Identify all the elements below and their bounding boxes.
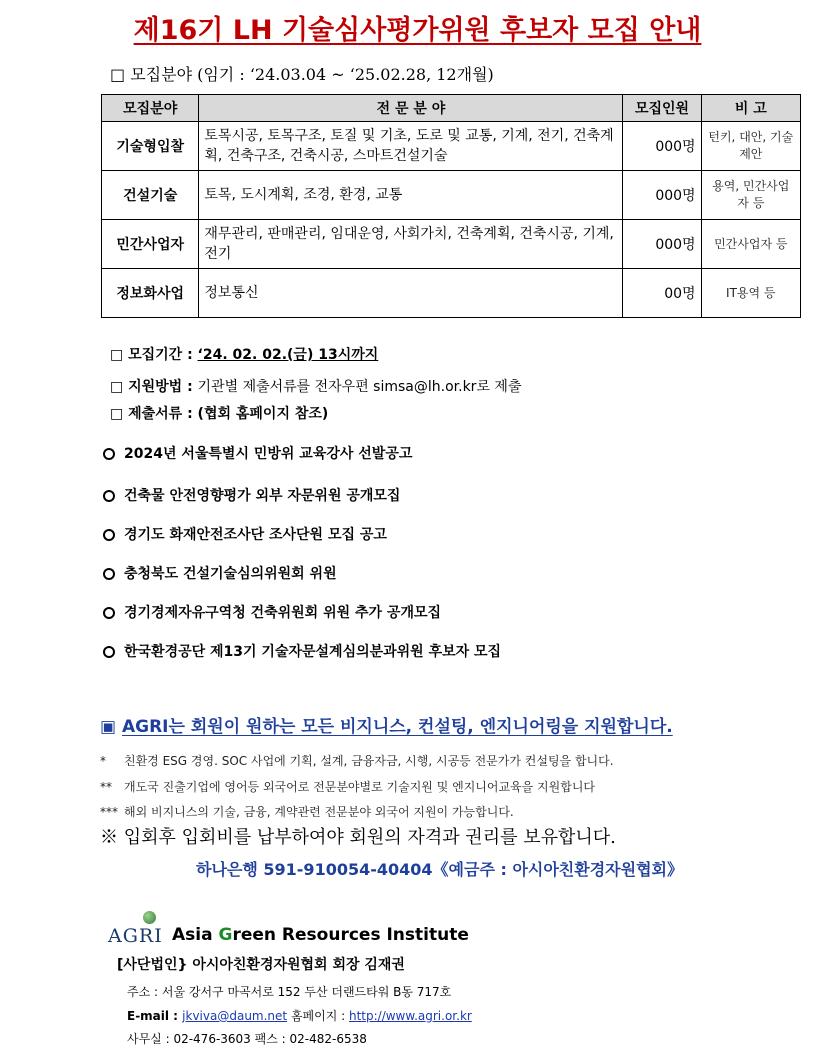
apply-method — [110, 376, 521, 396]
address: 주소 : 서울 강서구 마곡서로 152 두산 더랜드타워 B동 717호 — [127, 985, 452, 999]
table-row — [102, 122, 801, 171]
membership-notice: ※ 입회후 입회비를 납부하여야 회원의 자격과 권리를 보유합니다. — [100, 827, 616, 848]
row-count: 000명 — [623, 171, 701, 220]
agri-logo: AGRI — [108, 925, 163, 947]
bank-account: 하나은행 591-910054-40404《예금주 : 아시아친환경자원협회》 — [196, 860, 684, 879]
header-count: 모집인원 — [623, 95, 701, 122]
list-item[interactable]: 경기도 화재안전조사단 조사단원 모집 공고 — [103, 524, 387, 544]
page-title: 제16기 LH 기술심사평가위원 후보자 모집 안내 — [133, 15, 702, 46]
row-category: 민간사업자 — [102, 220, 199, 269]
agri-heading-text: AGRI는 회원이 원하는 모든 비지니스, 컨설팅, 엔지니어링을 지원합니다. — [121, 717, 673, 737]
globe-icon — [143, 911, 156, 924]
bullet-circle-icon — [103, 607, 115, 619]
contact-links: E-mail : jkviva@daum.net 홈페이지 : http://www.agri.or.kr — [127, 1009, 472, 1023]
list-item[interactable]: 경기경제자유구역청 건축위원회 위원 추가 공개모집 — [103, 602, 441, 622]
recruit-period-label: □ 모집기간 : — [110, 347, 193, 363]
org-name-kr: [사단법인} 아시아친환경자원협회 회장 김재권 — [117, 957, 405, 973]
bullet-circle-icon — [103, 568, 115, 580]
submit-docs-value: (협회 홈페이지 참조) — [197, 406, 329, 422]
bullet-circle-icon — [103, 448, 115, 460]
row-note: 민간사업자 등 — [701, 220, 800, 269]
submit-docs-label: □ 제출서류 : — [110, 406, 193, 422]
table-row — [102, 269, 801, 318]
row-fields: 토목, 도시계획, 조경, 환경, 교통 — [199, 171, 623, 220]
phone: 사무실 : 02-476-3603 팩스 : 02-482-6538 — [127, 1032, 367, 1046]
bullet-circle-icon — [103, 529, 115, 541]
header-note: 비 고 — [701, 95, 800, 122]
list-item[interactable]: 한국환경공단 제13기 기술자문설계심의분과위원 후보자 모집 — [103, 641, 501, 661]
org-name-en: Asia Green Resources Institute — [172, 925, 469, 945]
table-row — [102, 220, 801, 269]
row-count: 000명 — [623, 220, 701, 269]
submit-docs — [110, 403, 328, 423]
row-count: 00명 — [623, 269, 701, 318]
recruit-period-value: ‘24. 02. 02.(금) 13시까지 — [197, 347, 379, 363]
square-bullet-icon: ▣ — [100, 717, 117, 737]
row-category: 건설기술 — [102, 171, 199, 220]
row-note: 턴키, 대안, 기술제안 — [701, 122, 800, 171]
header-fields: 전 문 분 야 — [199, 95, 623, 122]
agri-heading — [100, 712, 673, 737]
header-category: 모집분야 — [102, 95, 199, 122]
list-item[interactable]: 충청북도 건설기술심의위원회 위원 — [103, 563, 337, 583]
list-item[interactable]: 2024년 서울특별시 민방위 교육강사 선발공고 — [103, 443, 412, 463]
table-row — [102, 171, 801, 220]
agri-note: ** 개도국 진출기업에 영어등 외국어로 전문분야별로 기술지원 및 엔지니어교육을 지원합니다 — [100, 780, 596, 794]
agri-note: * 친환경 ESG 경영. SOC 사업에 기획, 설계, 금융자금, 시행, 시공등 전문가가 컨설팅을 합니다. — [100, 754, 614, 768]
row-fields: 정보통신 — [199, 269, 623, 318]
recruitment-table — [101, 94, 801, 318]
row-note: IT용역 등 — [701, 269, 800, 318]
row-category: 기술형입찰 — [102, 122, 199, 171]
agri-note: *** 해외 비지니스의 기술, 금융, 계약관련 전문분야 외국어 지원이 가능합니다. — [100, 805, 514, 819]
table-header-row — [102, 95, 801, 122]
row-fields: 토목시공, 토목구조, 토질 및 기초, 도로 및 교통, 기계, 전기, 건축계획, 건축구조, 건축시공, 스마트건설기술 — [199, 122, 623, 171]
apply-method-label: □ 지원방법 : — [110, 379, 193, 395]
row-count: 000명 — [623, 122, 701, 171]
apply-method-value: 기관별 제출서류를 전자우편 simsa@lh.or.kr로 제출 — [197, 379, 522, 395]
row-category: 정보화사업 — [102, 269, 199, 318]
bullet-circle-icon — [103, 646, 115, 658]
homepage-link[interactable]: http://www.agri.or.kr — [348, 1009, 472, 1023]
recruit-field-subtitle: □ 모집분야 (임기 : ‘24.03.04 ~ ‘25.02.28, 12개월) — [110, 65, 494, 84]
list-item[interactable]: 건축물 안전영향평가 외부 자문위원 공개모집 — [103, 485, 400, 505]
bullet-circle-icon — [103, 490, 115, 502]
email-link[interactable]: jkviva@daum.net — [182, 1009, 288, 1023]
row-note: 용역, 민간사업자 등 — [701, 171, 800, 220]
row-fields: 재무관리, 판매관리, 임대운영, 사회가치, 건축계획, 건축시공, 기계, 전기 — [199, 220, 623, 269]
recruit-period — [110, 344, 378, 364]
